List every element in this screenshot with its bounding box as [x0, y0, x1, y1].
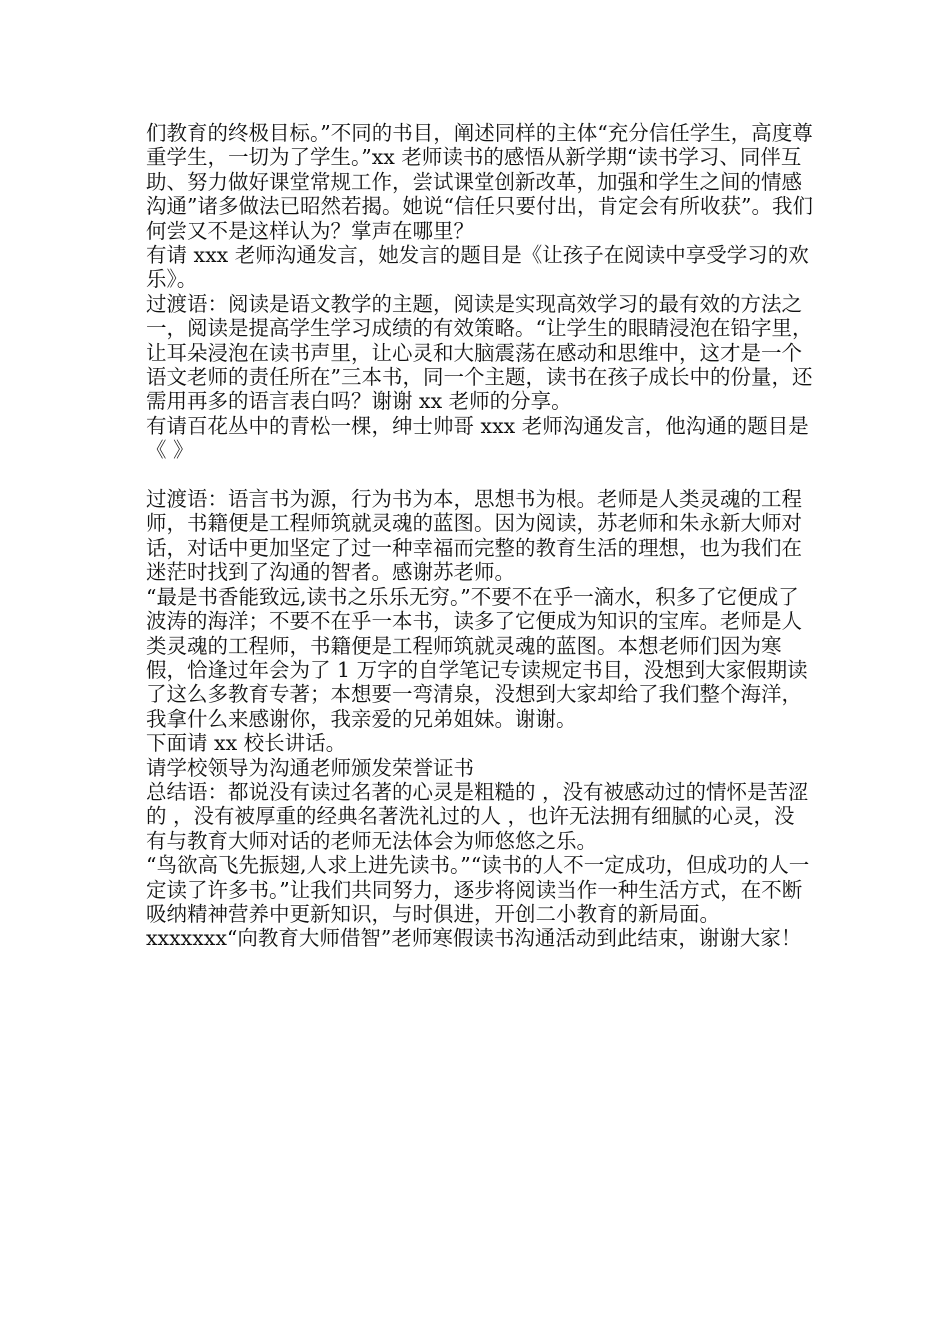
paragraph-9: 总结语：都说没有读过名著的心灵是粗糙的 ，没有被感动过的情怀是苦涩的 ，没有被厚重的经典名著洗礼过的人 ，也许无法拥有细腻的心灵，没有与教育大师对话的老师无法体会为师悠悠之乐。 — [146, 779, 809, 853]
blank-line — [146, 463, 814, 487]
paragraph-7: 下面请 xx 校长讲话。 — [146, 731, 347, 756]
paragraph-3: 过渡语：阅读是语文教学的主题，阅读是实现高效学习的最有效的方法之一，阅读是提高学生学习成绩的有效策略。“让学生的眼睛浸泡在铅字里，让耳朵浸泡在读书声里，让心灵和大脑震荡在感动和思维中，这才是一个语文老师的责任所在”三本书，同一个主题，读书在孩子成长中的份量，还需用再多的语言表白吗？谢谢 xx 老师的分享。 — [146, 291, 813, 414]
paragraph-11: xxxxxxx“向教育大师借智”老师寒假读书沟通活动到此结束，谢谢大家！ — [146, 926, 802, 951]
paragraph-6: “最是书香能致远,读书之乐乐无穷。”不要不在乎一滴水，积多了它便成了波涛的海洋；不要不在乎一本书，读多了它便成为知识的宝库。老师是人类灵魂的工程师，书籍便是工程师筑就灵魂的蓝图。本想老师们因为寒假，恰逢过年会为了 1 万字的自学笔记专读规定书目，没想到大家假期读了这么多教育专著；本想要一弯清泉，没想到大家却给了我们整个海洋，我拿什么来感谢你，我亲爱的兄弟姐妹。谢谢。 — [146, 584, 808, 731]
paragraph-5: 过渡语：语言书为源，行为书为本，思想书为根。老师是人类灵魂的工程师，书籍便是工程师筑就灵魂的蓝图。因为阅读，苏老师和朱永新大师对话，对话中更加坚定了过一种幸福而完整的教育生活的理想，也为我们在迷茫时找到了沟通的智者。感谢苏老师。 — [146, 487, 802, 585]
paragraph-1: 们教育的终极目标。”不同的书目，阐述同样的主体“充分信任学生，高度尊重学生，一切为了学生。”xx 老师读书的感悟从新学期“读书学习、同伴互助、努力做好课堂常规工作，尝试课堂创新改革，加强和学生之间的情感沟通”诸多做法已昭然若揭。她说“信任只要付出，肯定会有所收获”。我们何尝又不是这样认为？掌声在哪里？ — [146, 121, 813, 243]
paragraph-8: 请学校领导为沟通老师颁发荣誉证书 — [146, 755, 474, 780]
paragraph-10: “鸟欲高飞先振翅,人求上进先读书。”“读书的人不一定成功，但成功的人一定读了许多书。”让我们共同努力，逐步将阅读当作一种生活方式，在不断吸纳精神营养中更新知识，与时俱进，开创二小教育的新局面。 — [146, 853, 810, 926]
paragraph-4: 有请百花丛中的青松一棵，绅士帅哥 xxx 老师沟通发言，他沟通的题目是《 》 — [146, 413, 809, 463]
paragraph-2: 有请 xxx 老师沟通发言，她发言的题目是《让孩子在阅读中享受学习的欢乐》。 — [146, 243, 809, 292]
document-body — [146, 121, 814, 951]
